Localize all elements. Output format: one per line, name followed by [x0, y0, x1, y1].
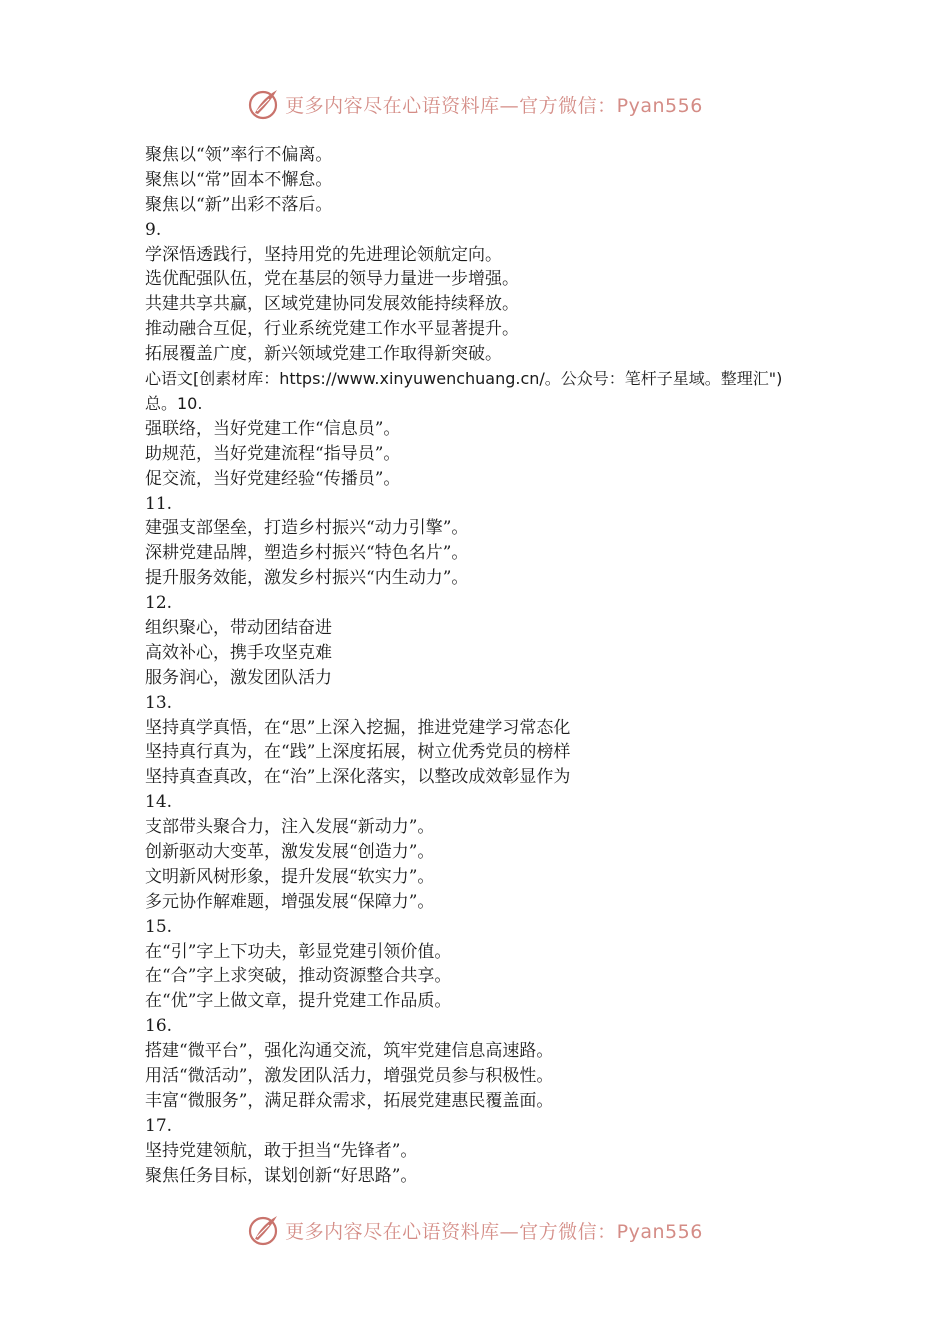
- text-line: 支部带头聚合力，注入发展“新动力”。: [145, 817, 435, 838]
- text-line: 聚焦以“领”率行不偏离。: [145, 145, 333, 165]
- section-number: 9.: [145, 219, 162, 240]
- text-line: 聚焦以“常”固本不懈怠。: [145, 169, 333, 190]
- text-line: 坚持真行真为，在“践”上深度拓展，树立优秀党员的榜样: [145, 742, 571, 763]
- section-number: 15.: [145, 916, 173, 937]
- text-line: 在“合”字上求突破，推动资源整合共享。: [145, 966, 452, 987]
- text-line: 聚焦任务目标，谋划创新“好思路”。: [145, 1165, 418, 1186]
- header-banner-text: [285, 91, 703, 118]
- quill-logo-icon: [247, 1213, 281, 1247]
- text-line: 选优配强队伍，党在基层的领导力量进一步增强。: [145, 269, 519, 290]
- text-line: 坚持真学真悟，在“思”上深入挖掘，推进党建学习常态化: [145, 717, 571, 738]
- section-number: 16.: [145, 1016, 173, 1037]
- section-number: 17.: [145, 1115, 173, 1136]
- text-line: 促交流，当好党建经验“传播员”。: [145, 468, 401, 489]
- text-line: 坚持真查真改，在“治”上深化落实，以整改成效彰显作为: [145, 767, 571, 788]
- quill-logo-icon: [247, 87, 281, 121]
- text-line: 提升服务效能，激发乡村振兴“内生动力”。: [145, 568, 469, 589]
- text-line: 学深悟透践行，坚持用党的先进理论领航定向。: [145, 244, 502, 265]
- header-banner-handle: Pyan556: [616, 94, 703, 117]
- text-line: 拓展覆盖广度，新兴领域党建工作取得新突破。: [145, 344, 502, 365]
- footer-banner-handle: Pyan556: [616, 1220, 703, 1243]
- section-number: 13.: [145, 692, 173, 713]
- text-line: 用活“微活动”，激发团队活力，增强党员参与积极性。: [145, 1065, 554, 1086]
- text-line: 创新驱动大变革，激发发展“创造力”。: [145, 841, 435, 862]
- text-line: 强联络，当好党建工作“信息员”。: [145, 418, 401, 439]
- text-line: 深耕党建品牌，塑造乡村振兴“特色名片”。: [145, 543, 469, 564]
- section-number: 14.: [145, 792, 173, 813]
- text-line: 建强支部堡垒，打造乡村振兴“动力引擎”。: [145, 518, 469, 539]
- text-line: 在“引”字上下功夫，彰显党建引领价值。: [145, 941, 452, 962]
- text-line: 助规范，当好党建流程“指导员”。: [145, 443, 401, 464]
- text-line: 坚持党建领航，敢于担当“先锋者”。: [145, 1140, 418, 1161]
- text-line: 聚焦以“新”出彩不落后。: [145, 194, 333, 215]
- text-line: 服务润心，激发团队活力: [145, 667, 332, 688]
- header-banner: [0, 84, 950, 124]
- text-line: 在“优”字上做文章，提升党建工作品质。: [145, 991, 452, 1012]
- promo-line: 心语文[创素材库：https://www.xinyuwenchuang.cn/。公众号：笔杆子星域。整理汇") 总。10.: [145, 369, 783, 413]
- text-line: 文明新风树形象，提升发展“软实力”。: [145, 866, 435, 887]
- section-number: 12.: [145, 593, 173, 614]
- document-body: [145, 143, 815, 1188]
- text-line: 推动融合互促，行业系统党建工作水平显著提升。: [145, 319, 519, 340]
- text-line: 共建共享共赢，区域党建协同发展效能持续释放。: [145, 294, 519, 315]
- footer-banner-text: [285, 1217, 703, 1244]
- text-line: 搭建“微平台”，强化沟通交流，筑牢党建信息高速路。: [145, 1041, 554, 1062]
- header-banner-label: 更多内容尽在心语资料库—官方微信：: [285, 94, 617, 117]
- text-line: 丰富“微服务”，满足群众需求，拓展党建惠民覆盖面。: [145, 1090, 554, 1111]
- footer-banner-label: 更多内容尽在心语资料库—官方微信：: [285, 1220, 617, 1243]
- text-line: 组织聚心，带动团结奋进: [145, 617, 332, 638]
- text-line: 多元协作解难题，增强发展“保障力”。: [145, 891, 435, 912]
- footer-banner: [0, 1210, 950, 1250]
- text-line: 高效补心，携手攻坚克难: [145, 642, 332, 663]
- section-number: 11.: [145, 493, 173, 514]
